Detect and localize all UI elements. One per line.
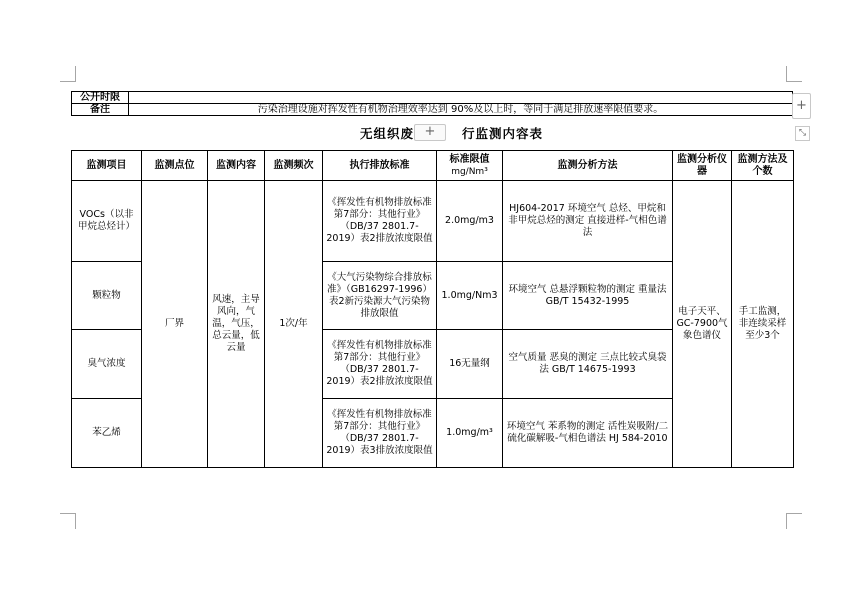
page-corner-mark — [786, 81, 802, 82]
header-row — [72, 151, 794, 181]
cell-item[interactable]: 苯乙烯 — [72, 399, 142, 468]
cell-method-count[interactable]: 手工监测，非连续采样至少3个 — [732, 181, 794, 468]
table-title-left: 无组织废 — [360, 126, 415, 141]
cell-standard[interactable]: 《挥发性有机物排放标准 第7部分：其他行业》（DB/37 2801.7-2019）表2排放浓度限值 — [323, 330, 437, 399]
table-row — [72, 181, 794, 262]
cell-limit[interactable]: 16无量纲 — [437, 330, 503, 399]
cell-method[interactable]: 环境空气 总悬浮颗粒物的测定 重量法 GB/T 15432-1995 — [503, 262, 673, 330]
cell-item[interactable]: 臭气浓度 — [72, 330, 142, 399]
publish-period-label[interactable]: 公开时限 — [72, 92, 129, 104]
table-title-right: 行监测内容表 — [462, 126, 544, 141]
cell-item[interactable]: 颗粒物 — [72, 262, 142, 330]
cell-standard[interactable]: 《挥发性有机物排放标准 第7部分：其他行业》（DB/37 2801.7-2019）表2排放浓度限值 — [323, 181, 437, 262]
table-title — [360, 124, 543, 142]
header-instrument[interactable]: 监测分析仪器 — [673, 151, 732, 181]
header-method[interactable]: 监测分析方法 — [503, 151, 673, 181]
header-content[interactable]: 监测内容 — [208, 151, 265, 181]
header-standard[interactable]: 执行排放标准 — [323, 151, 437, 181]
page-corner-mark — [786, 66, 787, 82]
cell-method[interactable]: 环境空气 苯系物的测定 活性炭吸附/二硫化碳解吸-气相色谱法 HJ 584-2010 — [503, 399, 673, 468]
header-limit-unit: mg/Nm³ — [451, 166, 488, 177]
cell-instrument[interactable]: 电子天平、GC-7900气象色谱仪 — [673, 181, 732, 468]
cell-limit[interactable]: 1.0mg/Nm3 — [437, 262, 503, 330]
header-item[interactable]: 监测项目 — [72, 151, 142, 181]
cell-method[interactable]: 空气质量 恶臭的测定 三点比较式臭袋法 GB/T 14675-1993 — [503, 330, 673, 399]
cell-content[interactable]: 风速，主导风向，气温，气压，总云量，低云量 — [208, 181, 265, 468]
page-corner-mark — [75, 513, 76, 529]
cell-point[interactable]: 厂界 — [142, 181, 208, 468]
cell-item[interactable]: VOCs（以非甲烷总烃计） — [72, 181, 142, 262]
info-table — [71, 91, 793, 116]
page-corner-mark — [60, 81, 76, 82]
cell-limit[interactable]: 1.0mg/m³ — [437, 399, 503, 468]
remark-label[interactable]: 备注 — [72, 104, 129, 116]
monitoring-table — [71, 150, 794, 468]
table-row — [72, 92, 793, 104]
page-corner-mark — [786, 513, 802, 514]
remark-value[interactable]: 污染治理设施对挥发性有机物治理效率达到 90%及以上时，等同于满足排放速率限值要求。 — [129, 104, 793, 116]
header-method-count[interactable]: 监测方法及个数 — [732, 151, 794, 181]
header-frequency[interactable]: 监测频次 — [265, 151, 323, 181]
cell-limit[interactable]: 2.0mg/m3 — [437, 181, 503, 262]
cell-standard[interactable]: 《挥发性有机物排放标准 第7部分：其他行业》（DB/37 2801.7-2019）表3排放浓度限值 — [323, 399, 437, 468]
page-corner-mark — [60, 513, 76, 514]
publish-period-value[interactable] — [129, 92, 793, 104]
header-limit-label: 标准限值 — [449, 153, 490, 165]
cell-standard[interactable]: 《大气污染物综合排放标准》（GB16297-1996）表2新污染源大气污染物排放限值 — [323, 262, 437, 330]
add-column-button[interactable]: + — [792, 93, 811, 119]
page-corner-mark — [786, 513, 787, 529]
page-corner-mark — [75, 66, 76, 82]
add-row-button[interactable]: + — [414, 124, 446, 141]
cell-method[interactable]: HJ604-2017 环境空气 总烃、甲烷和非甲烷总烃的测定 直接进样-气相色谱法 — [503, 181, 673, 262]
header-point[interactable]: 监测点位 — [142, 151, 208, 181]
header-limit[interactable] — [437, 151, 503, 181]
cell-frequency[interactable]: 1次/年 — [265, 181, 323, 468]
table-resize-handle[interactable]: ⤡ — [795, 126, 810, 141]
table-row — [72, 104, 793, 116]
